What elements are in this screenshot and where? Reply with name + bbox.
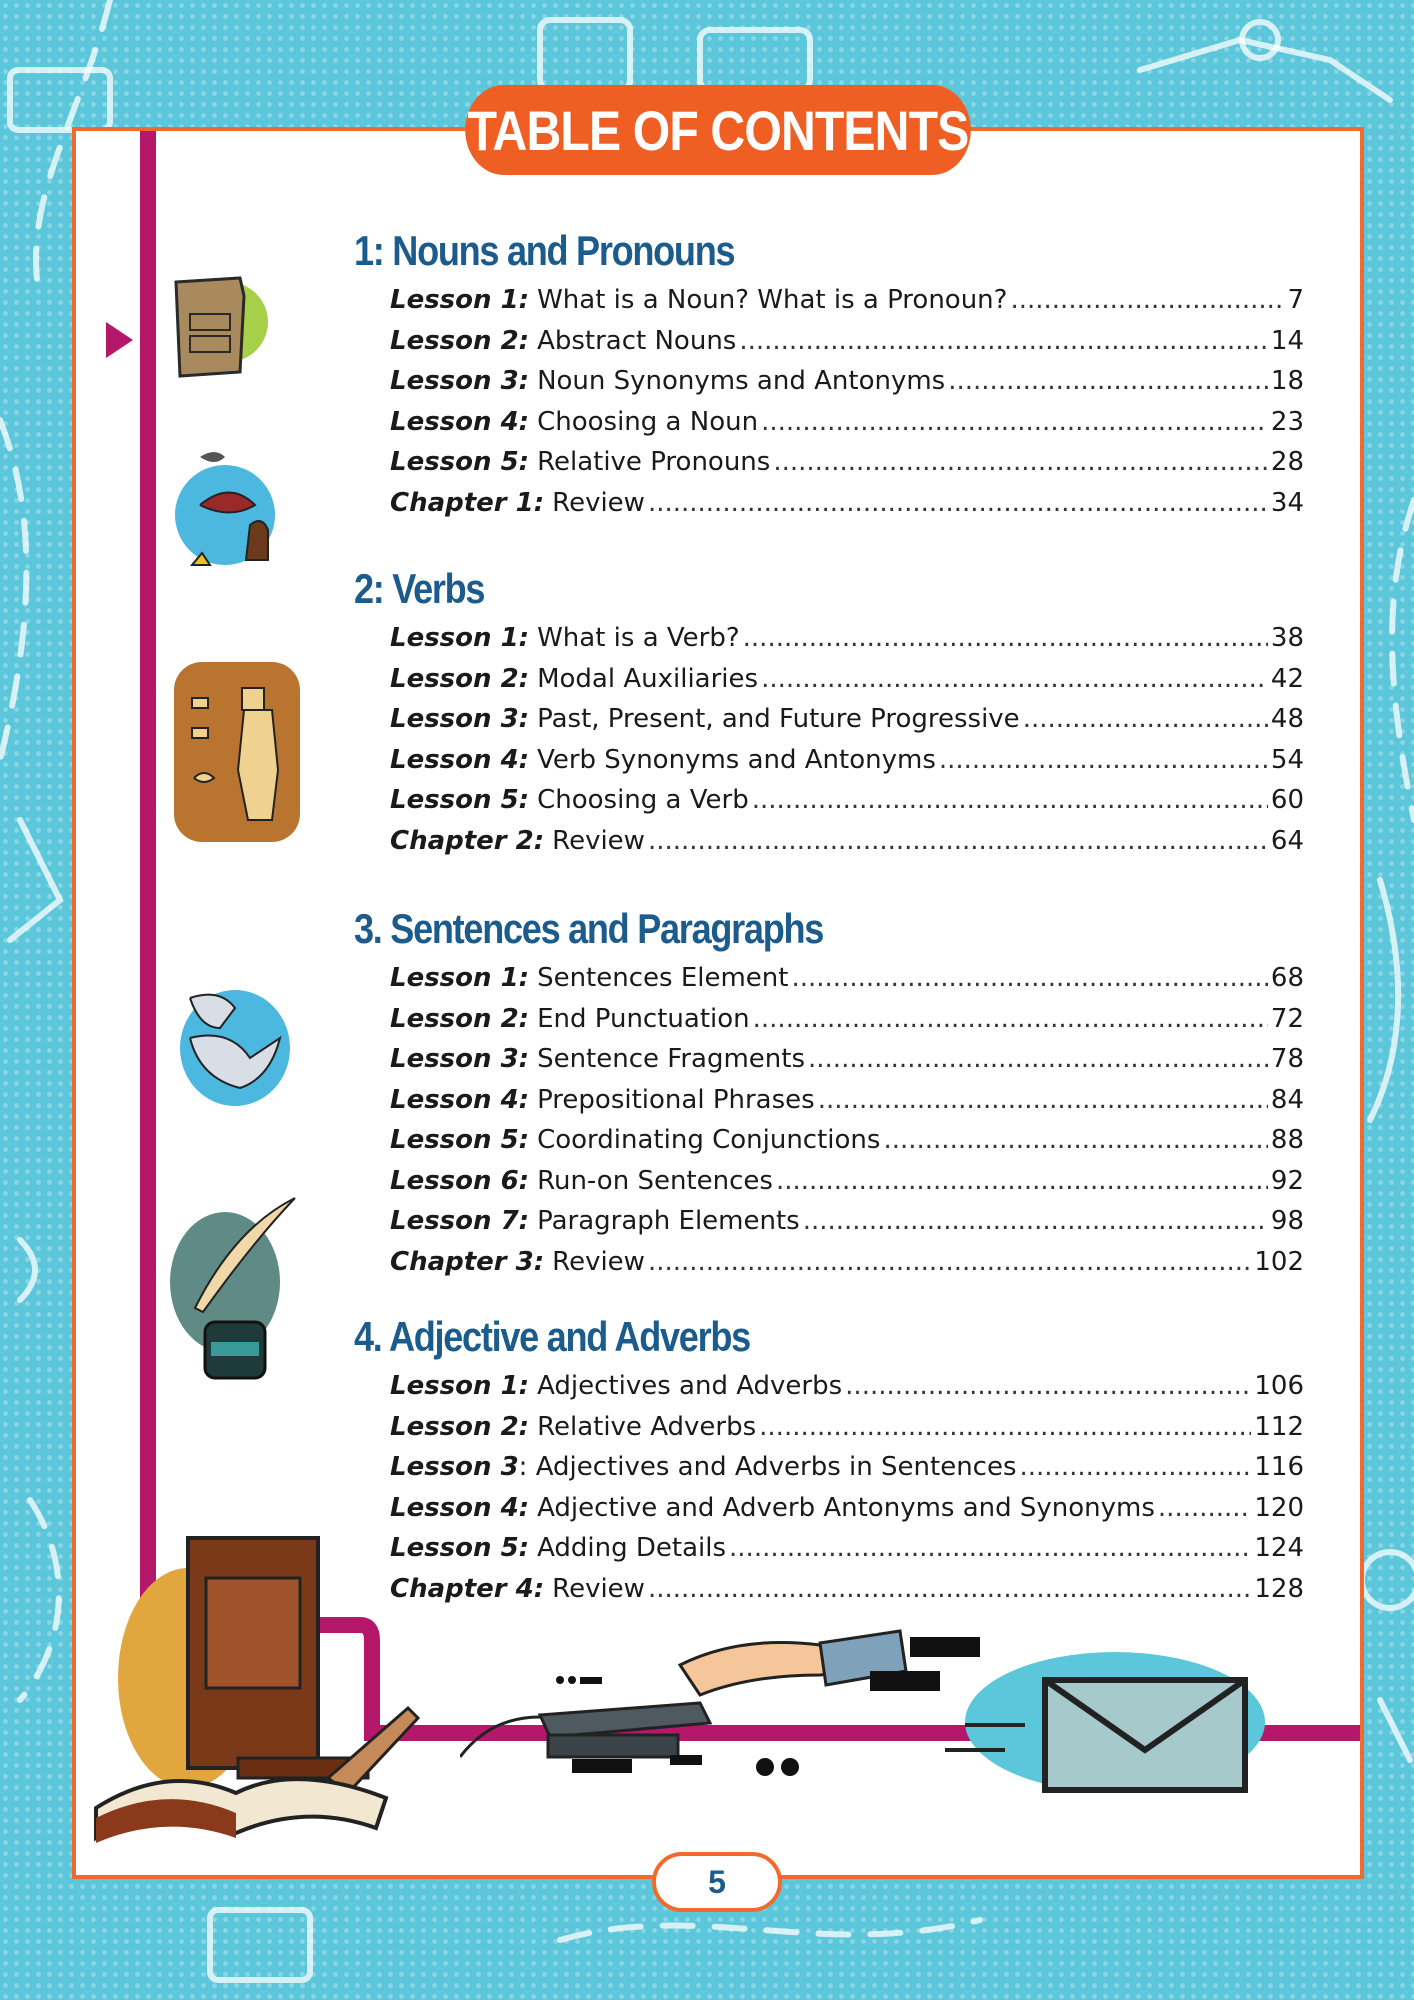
toc-entry-label: Lesson 1: — [390, 285, 530, 315]
dot-leader — [939, 740, 1268, 781]
toc-entry-page: 42 — [1270, 663, 1304, 694]
toc-entry-label: Lesson 1: — [390, 1371, 530, 1401]
dot-leader — [743, 618, 1268, 659]
toc-entry-page: 120 — [1254, 1492, 1304, 1523]
toc-entry-label: Lesson 5: — [390, 1125, 530, 1155]
dot-leader — [1020, 1447, 1252, 1488]
toc-entry[interactable] — [390, 1569, 1304, 1610]
stone-tablet-icon — [170, 272, 270, 387]
toc-entry[interactable] — [390, 361, 1304, 402]
toc-entry-label: Chapter 2: — [390, 825, 545, 856]
toc-entry-page: 14 — [1270, 325, 1304, 356]
toc-entry-title: Prepositional Phrases — [537, 1084, 815, 1115]
toc-entry-page: 112 — [1254, 1411, 1304, 1442]
toc-entry[interactable] — [390, 321, 1304, 362]
toc-entry-title: Review — [552, 825, 645, 856]
toc-entry-page: 34 — [1270, 487, 1304, 518]
toc-entry-title: Paragraph Elements — [537, 1206, 800, 1236]
toc-entry-page: 54 — [1270, 744, 1304, 775]
toc-entry-page: 78 — [1270, 1044, 1304, 1074]
toc-entry-page: 38 — [1270, 623, 1304, 653]
toc-entry-title: Review — [552, 1246, 645, 1277]
toc-entry[interactable] — [390, 1447, 1304, 1488]
toc-entry-title: Choosing a Verb — [537, 785, 749, 815]
toc-entry-label: Chapter 4: — [390, 1573, 545, 1604]
toc-entry-title: Past, Present, and Future Progressive — [537, 704, 1020, 734]
dot-leader — [803, 1201, 1268, 1242]
chapter-3-title: 3. Sentences and Paragraphs — [354, 905, 824, 952]
chapter-2-entries — [390, 618, 1304, 861]
toc-entry[interactable] — [390, 780, 1304, 821]
toc-entry[interactable] — [390, 821, 1304, 862]
quill-ink-icon — [165, 1192, 305, 1392]
toc-entry-label: Lesson 4: — [390, 1492, 530, 1523]
toc-entry-title: Relative Pronouns — [537, 447, 771, 477]
toc-entry-label: Lesson 2: — [390, 1003, 530, 1034]
dot-leader — [773, 442, 1268, 483]
toc-entry[interactable] — [390, 958, 1304, 999]
toc-entry-label: Lesson 4: — [390, 744, 530, 775]
toc-entry-page: 23 — [1270, 406, 1304, 437]
toc-entry-label: Lesson 5: — [390, 1533, 530, 1563]
toc-entry-page: 92 — [1270, 1165, 1304, 1196]
toc-entry-title: End Punctuation — [537, 1003, 750, 1034]
toc-entry[interactable] — [390, 280, 1304, 321]
page-title: TABLE OF CONTENTS — [465, 85, 971, 175]
dot-leader — [752, 780, 1268, 821]
toc-entry-title: Noun Synonyms and Antonyms — [537, 366, 946, 396]
toc-entry-label: Lesson 7: — [390, 1206, 530, 1236]
toc-entry-page: 116 — [1254, 1452, 1304, 1482]
hieroglyph-icon — [170, 658, 305, 848]
toc-entry[interactable] — [390, 659, 1304, 700]
toc-entry[interactable] — [390, 1201, 1304, 1242]
dot-leader — [648, 483, 1268, 524]
toc-entry[interactable] — [390, 1366, 1304, 1407]
toc-entry-page: 60 — [1270, 785, 1304, 815]
carrier-pigeon-icon — [170, 978, 310, 1118]
toc-entry[interactable] — [390, 402, 1304, 443]
dot-leader — [648, 1569, 1251, 1610]
dot-leader — [739, 321, 1268, 362]
toc-entry[interactable] — [390, 483, 1304, 524]
toc-entry-label: Lesson 5: — [390, 447, 530, 477]
toc-entry[interactable] — [390, 442, 1304, 483]
toc-entry-title: Abstract Nouns — [537, 325, 737, 356]
dot-leader — [729, 1528, 1251, 1569]
toc-entry-page: 98 — [1270, 1206, 1304, 1236]
toc-entry-page: 102 — [1254, 1246, 1304, 1277]
toc-entry[interactable] — [390, 740, 1304, 781]
chapter-3-section — [354, 900, 1304, 1308]
chapter-2-section — [354, 560, 1304, 900]
toc-entry[interactable] — [390, 618, 1304, 659]
dot-leader — [948, 361, 1268, 402]
toc-entry[interactable] — [390, 1242, 1304, 1283]
toc-entry-title: Run-on Sentences — [537, 1165, 773, 1196]
dot-leader — [761, 402, 1268, 443]
dot-leader — [761, 659, 1268, 700]
toc-entry-title: Choosing a Noun — [537, 406, 759, 437]
toc-entry-title: Coordinating Conjunctions — [537, 1125, 881, 1155]
toc-entry-title: Review — [552, 1573, 645, 1604]
chapter-4-title: 4. Adjective and Adverbs — [354, 1313, 750, 1360]
toc-entry-label: Lesson 2: — [390, 325, 530, 356]
chapter-4-entries — [390, 1366, 1304, 1609]
chapter-3-entries — [390, 958, 1304, 1282]
toc-entry[interactable] — [390, 1080, 1304, 1121]
toc-entry[interactable] — [390, 1407, 1304, 1448]
dot-leader — [776, 1161, 1268, 1202]
toc-entry-label: Lesson 2: — [390, 663, 530, 694]
toc-entry-label: Lesson 1: — [390, 963, 530, 993]
toc-entry-label: Lesson 3: — [390, 704, 530, 734]
toc-entry-label: Lesson 4: — [390, 1084, 530, 1115]
dot-leader — [883, 1120, 1267, 1161]
toc-entry-title: What is a Verb? — [537, 623, 740, 653]
toc-entry-title: Sentence Fragments — [537, 1044, 806, 1074]
toc-entry-title: Sentences Element — [537, 963, 789, 993]
toc-entry-label: Lesson 3 — [390, 1452, 519, 1482]
envelope-icon — [935, 1650, 1265, 1805]
dot-leader — [1010, 280, 1284, 321]
dot-leader — [753, 999, 1268, 1040]
toc-entry-title: : Adjectives and Adverbs in Sentences — [518, 1452, 1017, 1482]
toc-entry-page: 72 — [1270, 1003, 1304, 1034]
chapter-4-section — [354, 1308, 1304, 1609]
toc-entry-page: 18 — [1270, 366, 1304, 396]
toc-entry[interactable] — [390, 1528, 1304, 1569]
toc-entry-label: Lesson 4: — [390, 406, 530, 437]
toc-entry-page: 106 — [1254, 1371, 1304, 1401]
dot-leader — [845, 1366, 1251, 1407]
dot-leader — [1158, 1488, 1251, 1529]
toc-entry-label: Chapter 3: — [390, 1246, 545, 1277]
dot-leader — [648, 1242, 1251, 1283]
toc-entry-label: Lesson 6: — [390, 1165, 530, 1196]
toc-entry-label: Chapter 1: — [390, 487, 545, 518]
toc-entry-label: Lesson 2: — [390, 1411, 530, 1442]
chapter-1-section — [354, 222, 1304, 560]
dot-leader — [808, 1039, 1268, 1080]
toc-entry-title: Modal Auxiliaries — [537, 663, 759, 694]
toc-entry-title: What is a Noun? What is a Pronoun? — [537, 285, 1008, 315]
dot-leader — [791, 958, 1267, 999]
toc-entry-title: Adding Details — [537, 1533, 727, 1563]
toc-entry[interactable] — [390, 1488, 1304, 1529]
toc-entry-page: 68 — [1270, 963, 1304, 993]
toc-entry-page: 128 — [1254, 1573, 1304, 1604]
toc-entry[interactable] — [390, 1161, 1304, 1202]
toc-entry-title: Adjectives and Adverbs — [537, 1371, 843, 1401]
dot-leader — [648, 821, 1268, 862]
toc-entry-title: Verb Synonyms and Antonyms — [537, 744, 936, 775]
toc-entry-page: 88 — [1270, 1125, 1304, 1155]
toc-entry-label: Lesson 3: — [390, 366, 530, 396]
toc-entry-title: Adjective and Adverb Antonyms and Synonyms — [537, 1492, 1155, 1523]
page-number: 5 — [652, 1852, 782, 1912]
toc-entry[interactable] — [390, 1120, 1304, 1161]
toc-entry-label: Lesson 3: — [390, 1044, 530, 1074]
toc-entry-page: 64 — [1270, 825, 1304, 856]
toc-entry-title: Review — [552, 487, 645, 518]
smoke-signal-icon — [170, 445, 290, 585]
chapter-1-entries — [390, 280, 1304, 523]
printing-press-icon — [88, 1518, 428, 1858]
toc-entry-page: 124 — [1254, 1533, 1304, 1563]
toc-entry-page: 48 — [1270, 704, 1304, 734]
toc-entry[interactable] — [390, 1039, 1304, 1080]
toc-entry-page: 7 — [1287, 285, 1304, 315]
table-of-contents — [354, 222, 1304, 1609]
toc-entry[interactable] — [390, 999, 1304, 1040]
dot-leader — [1023, 699, 1268, 740]
dot-leader — [759, 1407, 1251, 1448]
chapter-1-title: 1: Nouns and Pronouns — [354, 227, 735, 274]
toc-entry-page: 84 — [1270, 1084, 1304, 1115]
chapter-2-title: 2: Verbs — [354, 565, 485, 612]
toc-entry-label: Lesson 5: — [390, 785, 530, 815]
toc-entry-label: Lesson 1: — [390, 623, 530, 653]
toc-entry-page: 28 — [1270, 447, 1304, 477]
dot-leader — [818, 1080, 1268, 1121]
toc-entry-title: Relative Adverbs — [537, 1411, 757, 1442]
toc-entry[interactable] — [390, 699, 1304, 740]
